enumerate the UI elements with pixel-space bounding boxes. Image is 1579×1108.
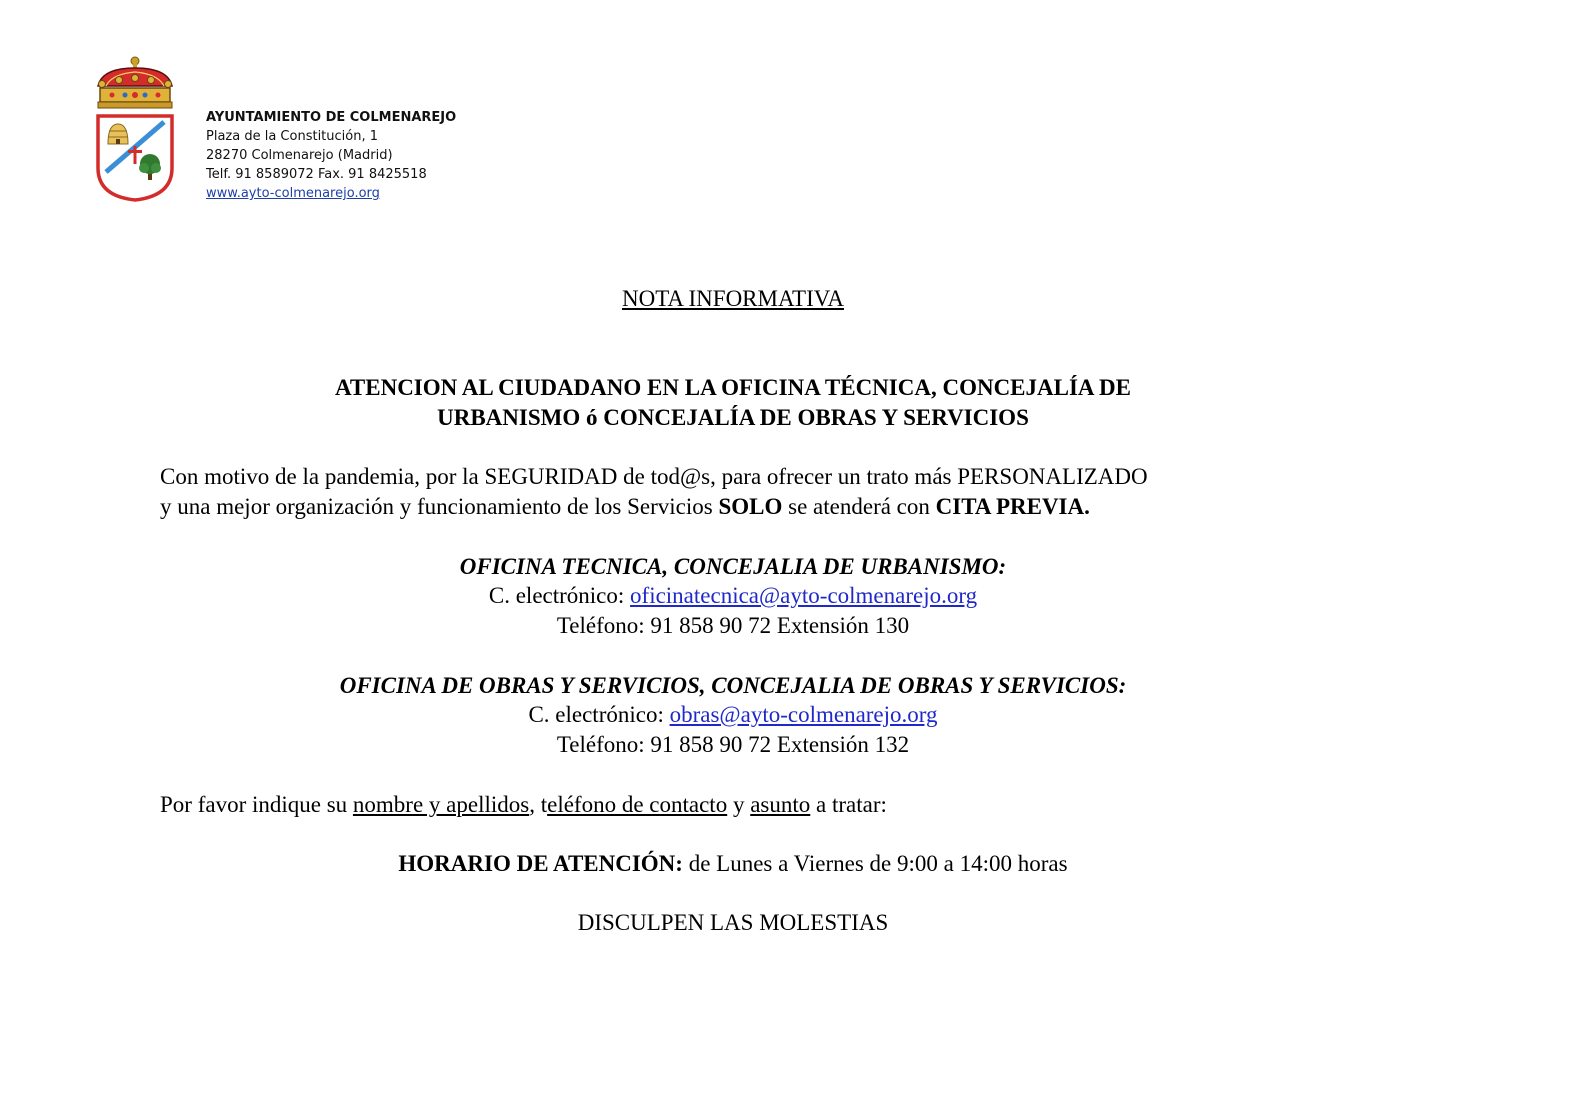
- request-phone-field: eléfono de contacto: [547, 792, 728, 817]
- org-name: AYUNTAMIENTO DE COLMENAREJO: [206, 110, 457, 125]
- office-2-phone: Teléfono: 91 858 90 72 Extensión 132: [556, 732, 910, 757]
- notice-title-row: [140, 284, 1326, 314]
- office-2-name: OFICINA DE OBRAS Y SERVICIOS, CONCEJALIA DE OBRAS Y SERVICIOS:: [339, 673, 1127, 698]
- request-suffix: a tratar:: [810, 792, 887, 817]
- office-1-email-row: [140, 581, 1326, 611]
- intro-line2-text-a: y una mejor organización y funcionamiento de los Servicios: [160, 494, 719, 519]
- intro-solo-emphasis: SOLO: [718, 494, 783, 519]
- office-2-email-row: [140, 700, 1326, 730]
- crown-icon: [98, 57, 172, 108]
- request-subject-field: asunto: [750, 792, 811, 817]
- office-1-phone: Teléfono: 91 858 90 72 Extensión 130: [556, 613, 910, 638]
- request-name-field: nombre y apellidos: [352, 792, 530, 817]
- notice-title: NOTA INFORMATIVA: [621, 286, 844, 311]
- org-city: 28270 Colmenarejo (Madrid): [206, 148, 393, 163]
- municipal-crest-icon: [92, 56, 178, 204]
- notice-heading-line1: ATENCION AL CIUDADANO EN LA OFICINA TÉCNICA, CONCEJALÍA DE: [335, 375, 1131, 400]
- schedule-row: [140, 849, 1326, 879]
- request-line: [160, 790, 1420, 820]
- office-2-email-label: C. electrónico:: [528, 702, 670, 727]
- intro-line2-text-c: se atenderá con: [782, 494, 936, 519]
- request-sep1: , t: [529, 792, 548, 817]
- schedule-text: de Lunes a Viernes de 9:00 a 14:00 horas: [682, 851, 1068, 876]
- intro-line2: [160, 492, 1420, 522]
- office-2-email-link[interactable]: obras@ayto-colmenarejo.org: [669, 702, 938, 727]
- closing-text: DISCULPEN LAS MOLESTIAS: [577, 910, 889, 935]
- request-prefix: Por favor indique su: [160, 792, 353, 817]
- intro-line1: Con motivo de la pandemia, por la SEGURIDAD de tod@s, para ofrecer un trato más PERSONALIZADO: [160, 464, 1148, 489]
- request-sep2: y: [727, 792, 751, 817]
- org-address: Plaza de la Constitución, 1: [206, 129, 379, 144]
- notice-heading-line2: URBANISMO ó CONCEJALÍA DE OBRAS Y SERVICIOS: [437, 405, 1029, 430]
- office-1-email-label: C. electrónico:: [488, 583, 631, 608]
- org-phones: Telf. 91 8589072 Fax. 91 8425518: [206, 167, 427, 182]
- schedule-label: HORARIO DE ATENCIÓN:: [398, 851, 683, 876]
- office-1-email-link[interactable]: oficinatecnica@ayto-colmenarejo.org: [630, 583, 978, 608]
- intro-cita-previa-emphasis: CITA PREVIA.: [935, 494, 1090, 519]
- org-website-link[interactable]: www.ayto-colmenarejo.org: [206, 186, 380, 201]
- office-1-name: OFICINA TECNICA, CONCEJALIA DE URBANISMO:: [459, 554, 1007, 579]
- letterhead: [206, 108, 456, 203]
